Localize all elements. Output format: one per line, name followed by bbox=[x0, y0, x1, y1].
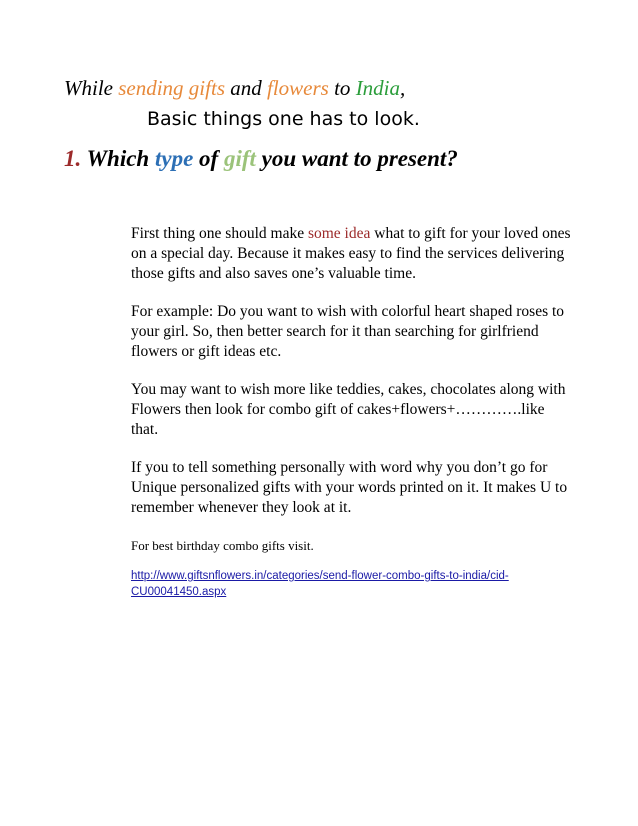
section-heading bbox=[64, 146, 458, 172]
title-word: to bbox=[328, 76, 356, 100]
paragraph-text: First thing one should make bbox=[131, 225, 308, 242]
subtitle: Basic things one has to look. bbox=[147, 108, 420, 130]
heading-type: type bbox=[154, 146, 194, 171]
paragraph-text: what to gift for your loved ones on a special day. Because it makes easy to find the services delivering those gifts and also saves one’s valuable time. bbox=[131, 225, 571, 282]
paragraph-3 bbox=[131, 380, 571, 440]
paragraph-text: Flowers then look for combo gift of cakes+flowers+………….like that. bbox=[131, 401, 545, 438]
paragraph-text: You may want to wish more like teddies, cakes, chocolates along with bbox=[131, 381, 566, 398]
heading-text: of bbox=[193, 146, 224, 171]
heading-number: 1. bbox=[64, 146, 82, 171]
paragraph-1 bbox=[131, 224, 571, 284]
paragraph-text: Unique personalized gifts with your words printed on it. It makes U to remember whenever they look at it. bbox=[131, 479, 568, 516]
title-sending-gifts: sending gifts bbox=[118, 76, 225, 100]
heading-text: Which bbox=[81, 146, 155, 171]
title-india: India bbox=[355, 76, 401, 100]
body-text bbox=[131, 224, 571, 601]
highlight-some-idea: some idea bbox=[307, 225, 371, 242]
combo-gifts-link[interactable]: http://www.giftsnflowers.in/categories/send-flower-combo-gifts-to-india/cid-CU00041450.aspx bbox=[131, 570, 509, 598]
title-word: , bbox=[400, 76, 406, 100]
paragraph-5: For best birthday combo gifts visit. bbox=[131, 538, 314, 553]
heading-gift: gift bbox=[223, 146, 256, 171]
heading-text: you want to present? bbox=[255, 146, 458, 171]
title-word: While bbox=[64, 76, 119, 100]
paragraph-2: For example: Do you want to wish with colorful heart shaped roses to your girl. So, then better search for it than searching for girlfriend flowers or gift ideas etc. bbox=[131, 303, 565, 360]
title-flowers: flowers bbox=[267, 76, 329, 100]
paragraph-4 bbox=[131, 458, 571, 518]
paragraph-text: If you to tell something personally with word why you don’t go for bbox=[131, 459, 548, 476]
title-line bbox=[64, 76, 405, 101]
title-word: and bbox=[225, 76, 267, 100]
